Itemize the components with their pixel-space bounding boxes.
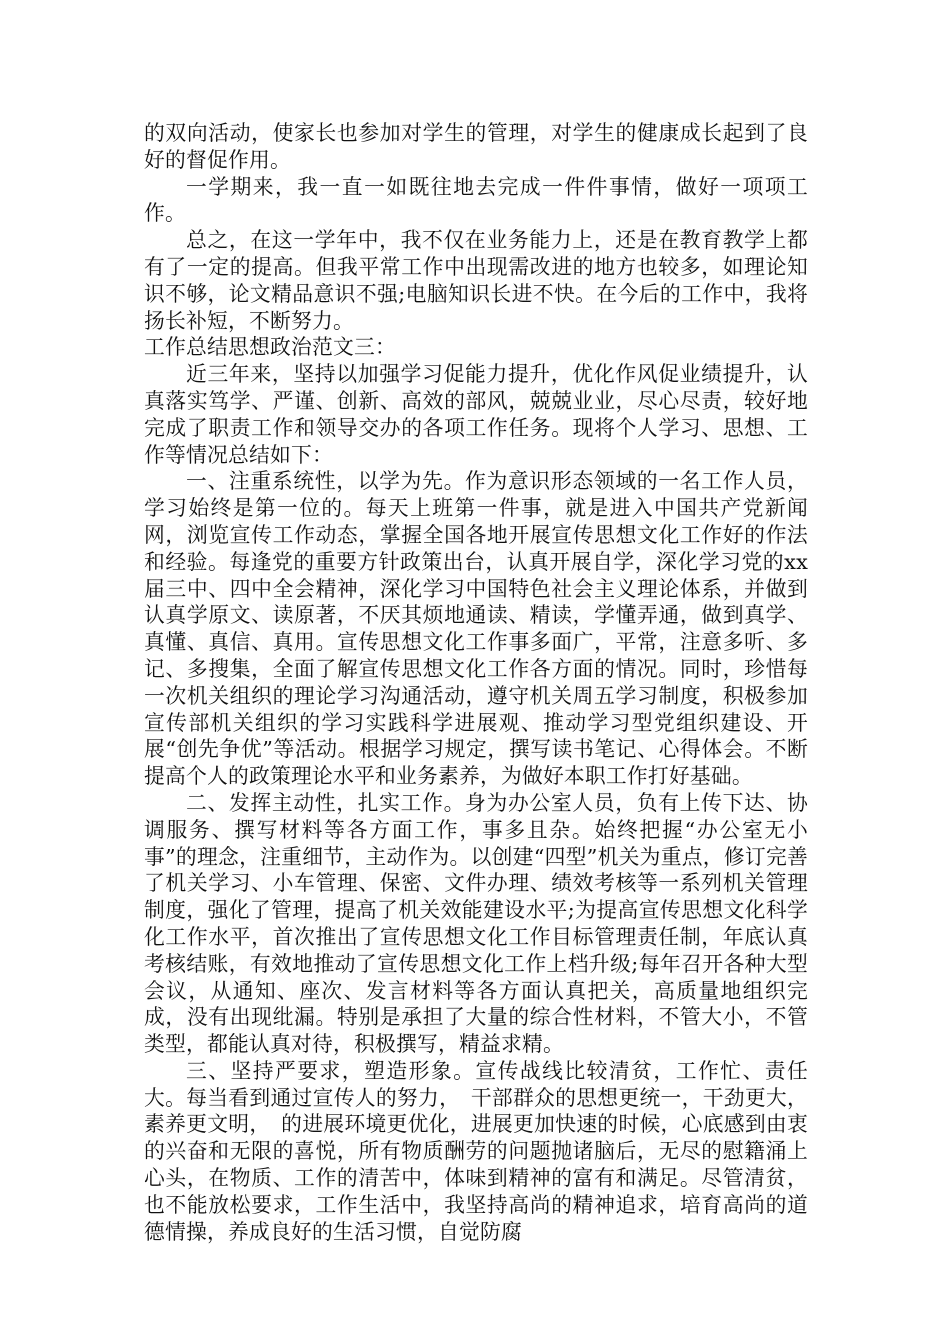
paragraph-2: 一学期来，我一直一如既往地去完成一件件事情，做好一项项工作。 (144, 174, 808, 226)
paragraph-section-2: 二、发挥主动性，扎实工作。身为办公室人员，负有上传下达、协调服务、撰写材料等各方面工作，事多且杂。始终把握“办公室无小事”的理念，注重细节，主动作为。以创建“四型”机关为重点，修订完善了机关学习、小车管理、保密、文件办理、绩效考核等一系列机关管理制度，强化了管理，提高了机关效能建设水平;为提高宣传思想文化科学化工作水平，首次推出了宣传思想文化工作目标管理责任制，年底认真考核结账，有效地推动了宣传思想文化工作上档升级;每年召开各种大型会议，从通知、座次、发言材料等各方面认真把关，高质量地组织完成，没有出现纰漏。特别是承担了大量的综合性材料，不管大小，不管类型，都能认真对待，积极撰写，精益求精。 (144, 790, 808, 1057)
document-page (144, 120, 808, 1245)
paragraph-intro: 近三年来，坚持以加强学习促能力提升，优化作风促业绩提升，认真落实笃学、严谨、创新、高效的部风，兢兢业业，尽心尽责，较好地完成了职责工作和领导交办的各项工作任务。现将个人学习、思想、工作等情况总结如下： (144, 362, 808, 467)
paragraph-section-3: 三、坚持严要求，塑造形象。宣传战线比较清贫，工作忙、责任大。每当看到通过宣传人的努力， 干部群众的思想更统一，干劲更大，素养更文明， 的进展环境更优化，进展更加快速的时候，心底感到由衷的兴奋和无限的喜悦，所有物质酬劳的问题抛诸脑后，无尽的慰籍涌上心头，在物质、工作的清苦中，体味到精神的富有和满足。尽管清贫，也不能放松要求，工作生活中，我坚持高尚的精神追求，培育高尚的道德情操，养成良好的生活习惯，自觉防腐 (144, 1058, 808, 1244)
paragraph-3: 总之，在这一学年中，我不仅在业务能力上，还是在教育教学上都有了一定的提高。但我平常工作中出现需改进的地方也较多，如理论知识不够，论文精品意识不强;电脑知识长进不快。在今后的工作中，我将扬长补短，不断努力。 (144, 228, 808, 333)
section-heading: 工作总结思想政治范文三： (144, 335, 396, 360)
paragraph-section-1: 一、注重系统性，以学为先。作为意识形态领域的一名工作人员，学习始终是第一位的。每天上班第一件事，就是进入中国共产党新闻网，浏览宣传工作动态，掌握全国各地开展宣传思想文化工作好的作法和经验。每逢党的重要方针政策出台，认真开展自学，深化学习党的xx届三中、四中全会精神，深化学习中国特色社会主义理论体系，并做到认真学原文、读原著，不厌其烦地通读、精读，学懂弄通，做到真学、真懂、真信、真用。宣传思想文化工作事多面广，平常，注意多听、多记、多搜集，全面了解宣传思想文化工作各方面的情况。同时，珍惜每一次机关组织的理论学习沟通活动，遵守机关周五学习制度，积极参加宣传部机关组织的学习实践科学进展观、推动学习型党组织建设、开展“创先争优”等活动。根据学习规定，撰写读书笔记、心得体会。不断提高个人的政策理论水平和业务素养，为做好本职工作打好基础。 (144, 469, 808, 789)
paragraph-1: 的双向活动，使家长也参加对学生的管理，对学生的健康成长起到了良好的督促作用。 (144, 121, 808, 172)
